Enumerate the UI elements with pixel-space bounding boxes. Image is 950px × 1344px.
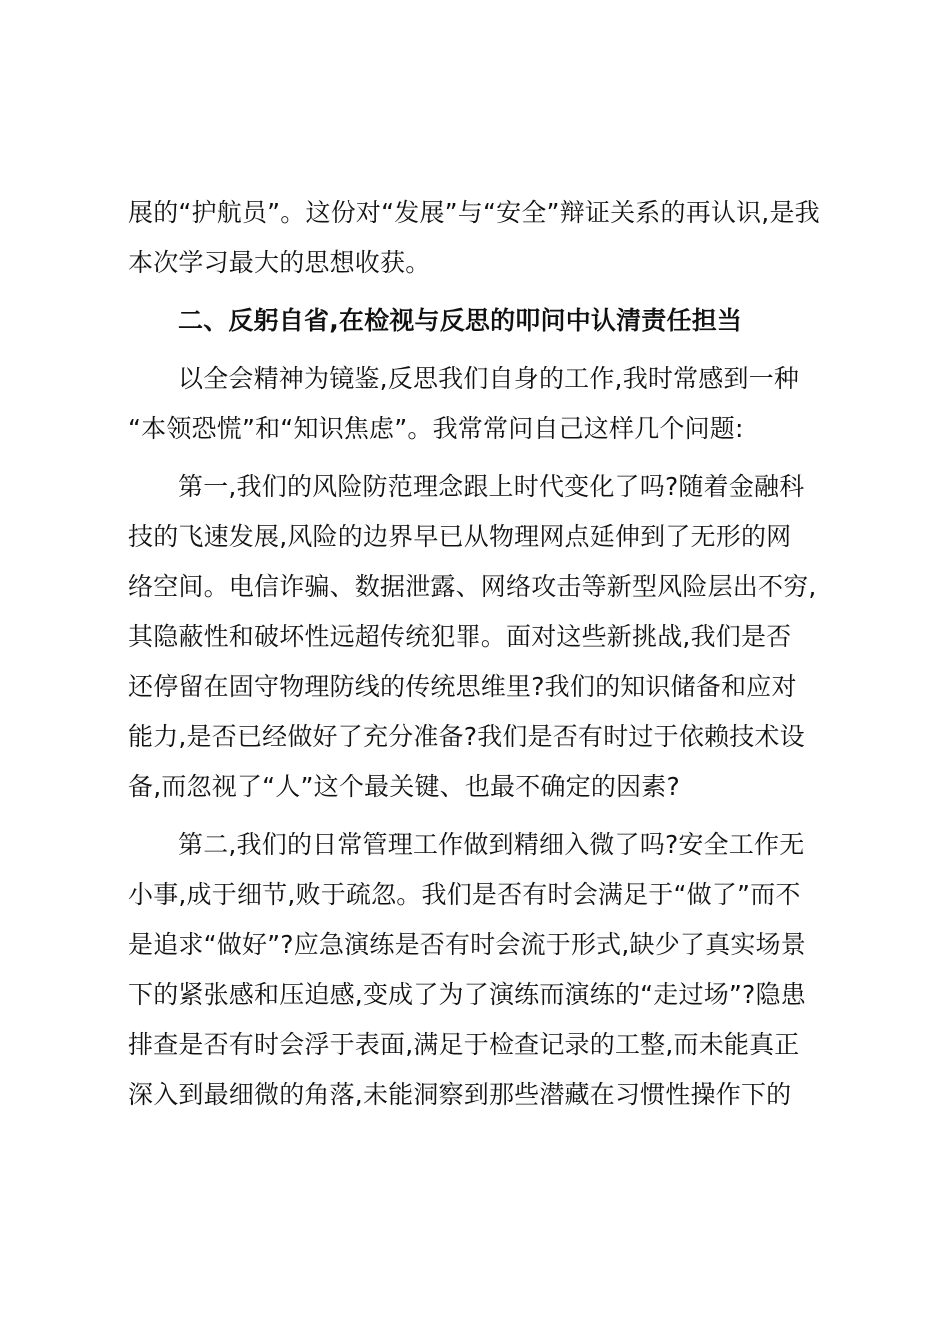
text-line: 其隐蔽性和破坏性远超传统犯罪。面对这些新挑战,我们是否 bbox=[128, 622, 792, 651]
text-line: 下的紧张感和压迫感,变成了为了演练而演练的“走过场”?隐患 bbox=[128, 980, 806, 1009]
text-line: 以全会精神为镜鉴,反思我们自身的工作,我时常感到一种 bbox=[178, 364, 800, 393]
text-line: 深入到最细微的角落,未能洞察到那些潜藏在习惯性操作下的 bbox=[128, 1080, 792, 1109]
text-line: 能力,是否已经做好了充分准备?我们是否有时过于依赖技术设 bbox=[128, 722, 805, 751]
text-line: 还停留在固守物理防线的传统思维里?我们的知识储备和应对 bbox=[128, 672, 797, 701]
text-line: 小事,成于细节,败于疏忽。我们是否有时会满足于“做了”而不 bbox=[128, 880, 801, 909]
text-line: 第一,我们的风险防范理念跟上时代变化了吗?随着金融科 bbox=[178, 472, 805, 501]
section-heading: 二、反躬自省,在检视与反思的叩问中认清责任担当 bbox=[178, 306, 743, 335]
text-line: 络空间。电信诈骗、数据泄露、网络攻击等新型风险层出不穷, bbox=[128, 572, 817, 601]
text-line: 第二,我们的日常管理工作做到精细入微了吗?安全工作无 bbox=[178, 830, 805, 859]
text-line: 本次学习最大的思想收获。 bbox=[128, 248, 431, 277]
text-line: “本领恐慌”和“知识焦虑”。我常常问自己这样几个问题: bbox=[128, 414, 744, 443]
text-line: 排查是否有时会浮于表面,满足于检查记录的工整,而未能真正 bbox=[128, 1030, 800, 1059]
text-line: 技的飞速发展,风险的边界早已从物理网点延伸到了无形的网 bbox=[128, 522, 792, 551]
text-line: 备,而忽视了“人”这个最关键、也最不确定的因素? bbox=[128, 772, 680, 801]
text-line: 展的“护航员”。这份对“发展”与“安全”辩证关系的再认识,是我 bbox=[128, 198, 820, 227]
text-line: 是追求“做好”?应急演练是否有时会流于形式,缺少了真实场景 bbox=[128, 930, 806, 959]
